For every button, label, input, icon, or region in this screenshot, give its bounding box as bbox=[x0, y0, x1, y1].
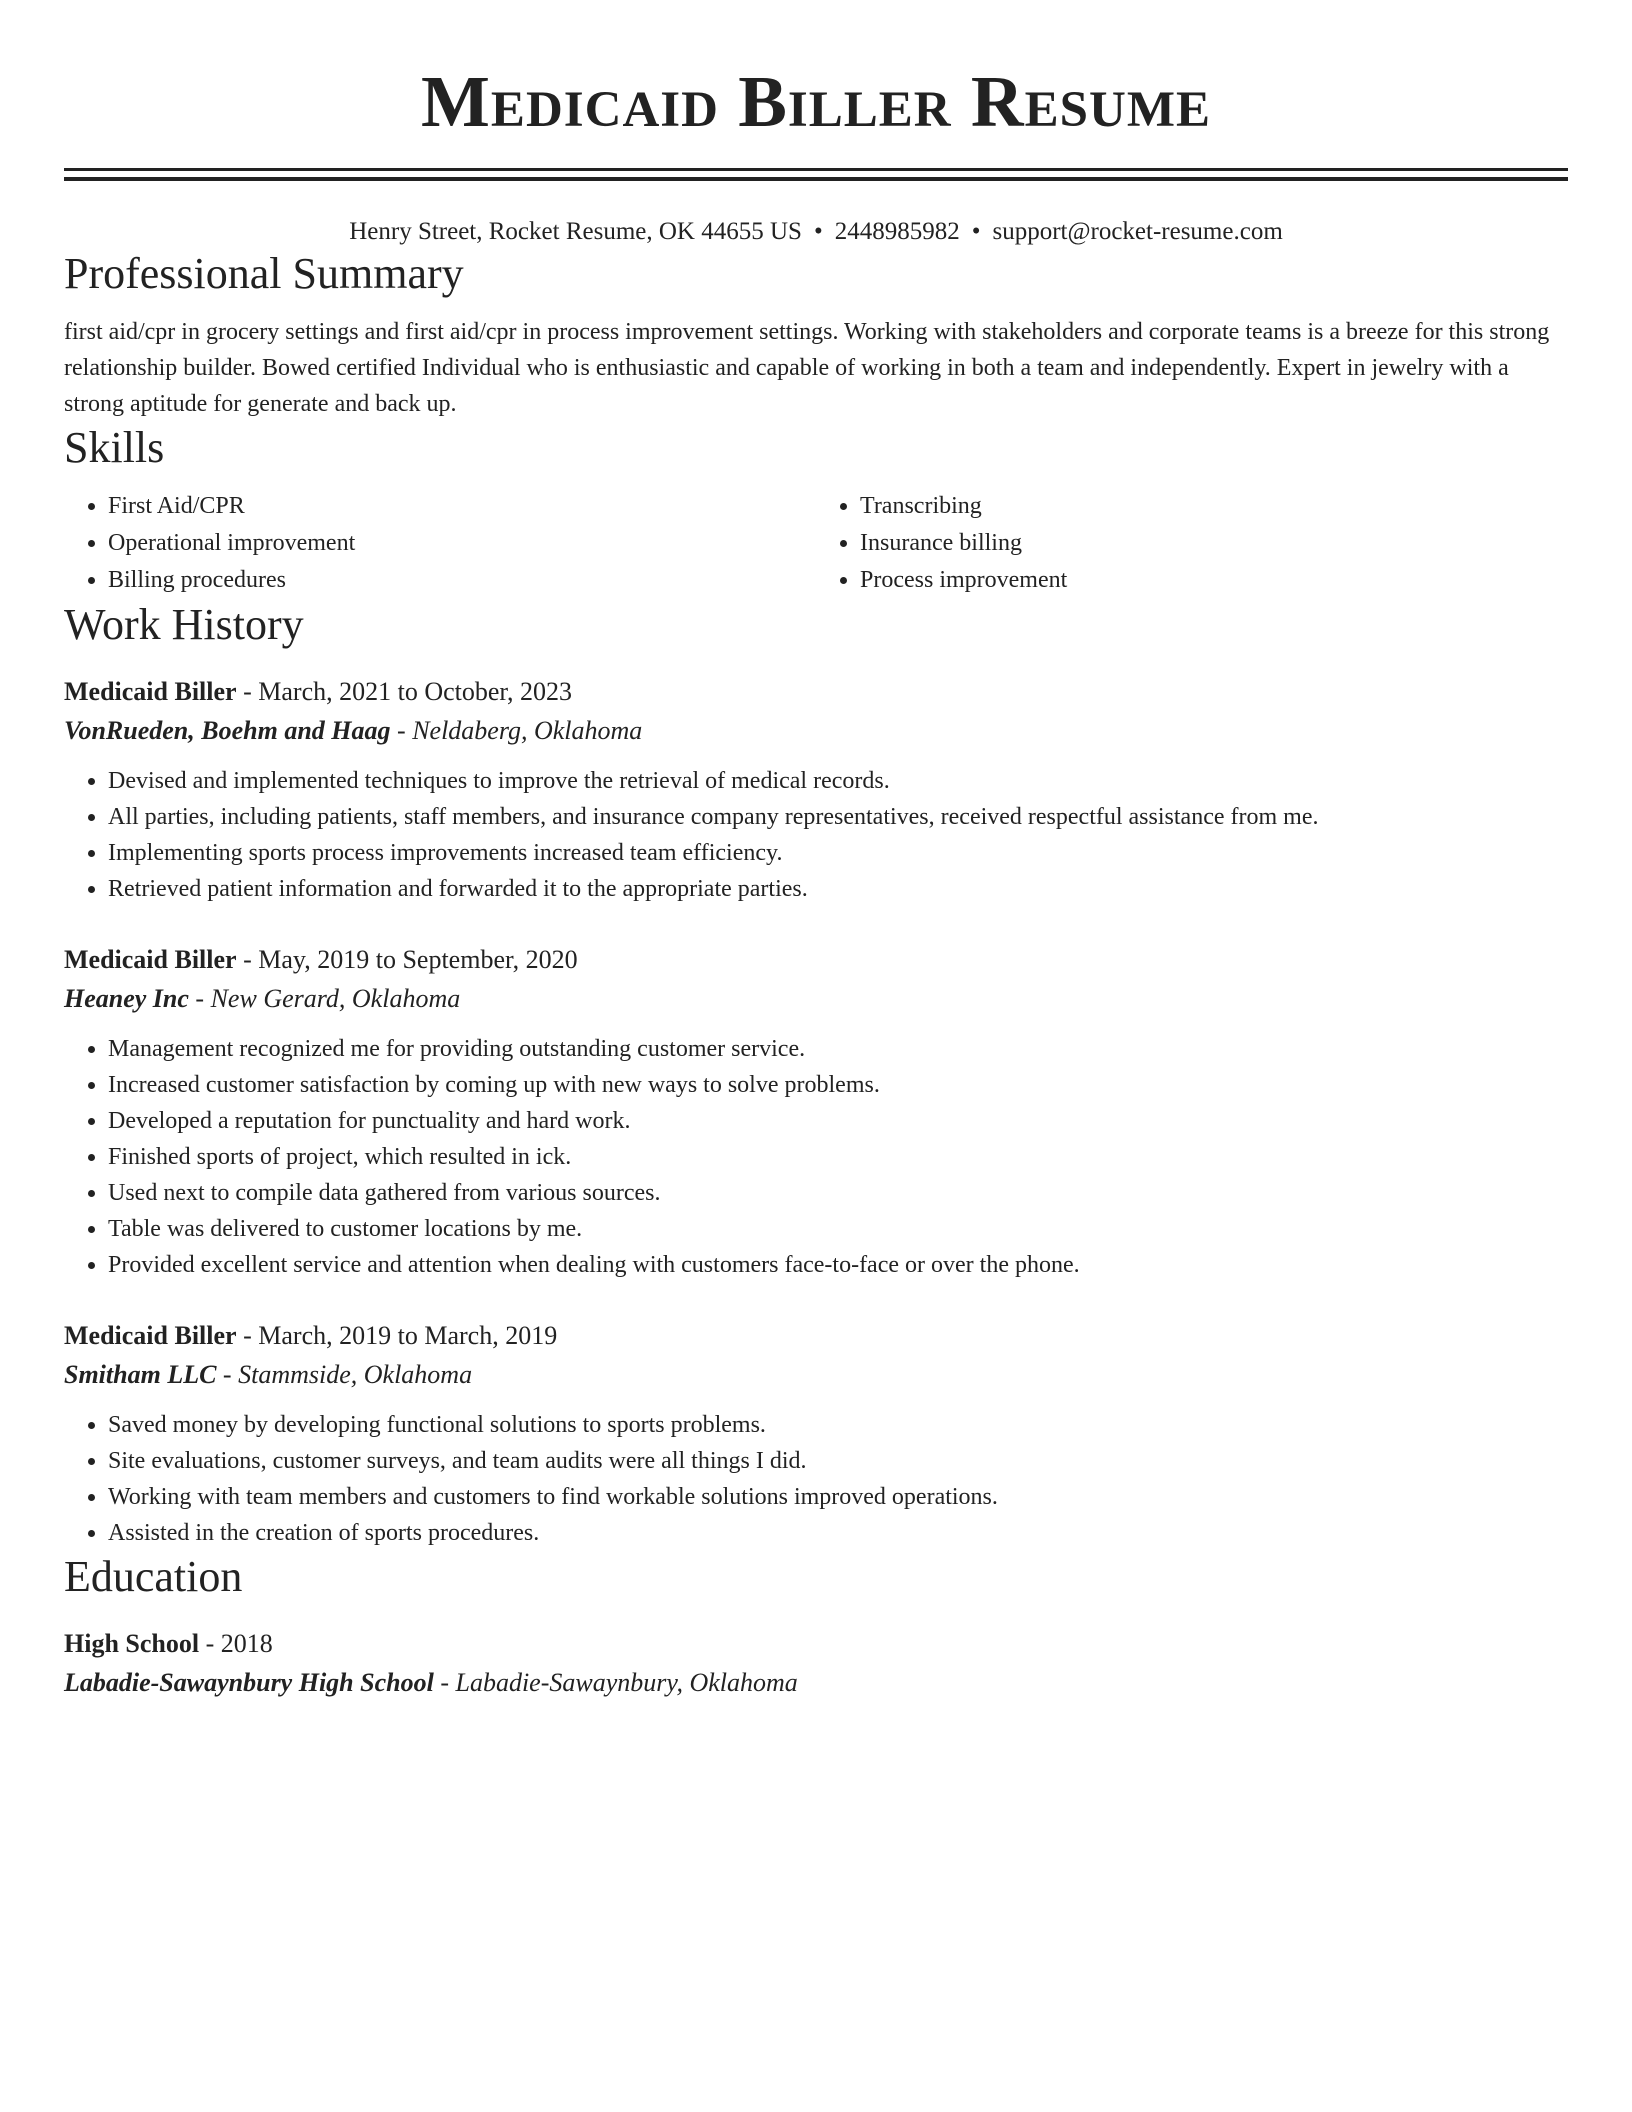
job-header bbox=[64, 941, 1568, 979]
contact-separator: • bbox=[813, 218, 823, 245]
job-dash: - bbox=[236, 1321, 259, 1350]
job-dash: - bbox=[236, 945, 259, 974]
job-bullet: • Saved money by developing functional solutions to sports problems. bbox=[108, 1407, 1568, 1443]
job-entry bbox=[64, 673, 1568, 907]
job-bullets bbox=[64, 1407, 1568, 1551]
contact-address: Henry Street, Rocket Resume, OK 44655 US bbox=[349, 218, 802, 245]
job-header bbox=[64, 1317, 1568, 1355]
job-bullet: • Devised and implemented techniques to improve the retrieval of medical records. bbox=[108, 763, 1568, 799]
title-divider-top bbox=[64, 168, 1568, 171]
contact-email: support@rocket-resume.com bbox=[992, 218, 1283, 245]
summary-text: first aid/cpr in grocery settings and first aid/cpr in process improvement settings. Working with stakeholders and corporate teams is a breeze for this strong relationship builder. Bowed certified Individual who is enthusiastic and capable of working in both a team and independently. Expert in jewelry with a strong aptitude for generate and back up. bbox=[64, 319, 1550, 417]
education-school: Labadie-Sawaynbury High School bbox=[64, 1668, 434, 1697]
skill-item: • Operational improvement bbox=[108, 525, 816, 562]
title-divider-bottom bbox=[64, 177, 1568, 181]
education-dash: - bbox=[433, 1668, 456, 1697]
job-dash: - bbox=[236, 677, 259, 706]
job-bullet: • Management recognized me for providing outstanding customer service. bbox=[108, 1031, 1568, 1067]
job-bullet: • Used next to compile data gathered from various sources. bbox=[108, 1175, 1568, 1211]
skills-list-left bbox=[64, 488, 816, 599]
job-dates: March, 2019 to March, 2019 bbox=[258, 1321, 558, 1350]
education-header bbox=[64, 1625, 1568, 1663]
job-entry bbox=[64, 1317, 1568, 1551]
job-location: Stammside, Oklahoma bbox=[238, 1360, 473, 1389]
skill-item: • Insurance billing bbox=[860, 525, 1568, 562]
skill-item: • Process improvement bbox=[860, 562, 1568, 599]
education-heading: Education bbox=[64, 1552, 243, 1601]
job-company: VonRueden, Boehm and Haag bbox=[64, 716, 391, 745]
education-entry bbox=[64, 1625, 1568, 1703]
job-bullet: • Site evaluations, customer surveys, and team audits were all things I did. bbox=[108, 1443, 1568, 1479]
skill-item: • First Aid/CPR bbox=[108, 488, 816, 525]
skills-heading: Skills bbox=[64, 423, 165, 472]
contact-separator: • bbox=[971, 218, 981, 245]
job-title: Medicaid Biller bbox=[64, 1321, 237, 1350]
job-bullet: • Developed a reputation for punctuality and hard work. bbox=[108, 1103, 1568, 1139]
job-dash: - bbox=[188, 984, 211, 1013]
job-location: Neldaberg, Oklahoma bbox=[412, 716, 643, 745]
education-year: 2018 bbox=[220, 1629, 273, 1658]
job-bullet: • Implementing sports process improvements increased team efficiency. bbox=[108, 835, 1568, 871]
education-degree: High School bbox=[64, 1629, 200, 1658]
job-location: New Gerard, Oklahoma bbox=[210, 984, 461, 1013]
education-school-line bbox=[64, 1663, 1568, 1703]
job-company: Heaney Inc bbox=[64, 984, 189, 1013]
contact-line bbox=[64, 216, 1568, 248]
job-bullet: • Table was delivered to customer locations by me. bbox=[108, 1211, 1568, 1247]
job-dash: - bbox=[390, 716, 413, 745]
job-title: Medicaid Biller bbox=[64, 677, 237, 706]
skill-item: • Transcribing bbox=[860, 488, 1568, 525]
job-entry bbox=[64, 941, 1568, 1283]
job-bullet: • Assisted in the creation of sports procedures. bbox=[108, 1515, 1568, 1551]
resume-title: Medicaid Biller Resume bbox=[421, 61, 1211, 142]
summary-heading: Professional Summary bbox=[64, 249, 464, 298]
job-employer bbox=[64, 1355, 1568, 1395]
job-bullets bbox=[64, 1031, 1568, 1283]
job-bullet: • All parties, including patients, staff members, and insurance company representatives, received respectful assistance from me. bbox=[108, 799, 1568, 835]
job-bullet: • Provided excellent service and attention when dealing with customers face-to-face or over the phone. bbox=[108, 1247, 1568, 1283]
job-bullets bbox=[64, 763, 1568, 907]
job-title: Medicaid Biller bbox=[64, 945, 237, 974]
job-bullet: • Finished sports of project, which resulted in ick. bbox=[108, 1139, 1568, 1175]
job-bullet: • Retrieved patient information and forwarded it to the appropriate parties. bbox=[108, 871, 1568, 907]
skill-item: • Billing procedures bbox=[108, 562, 816, 599]
skills-columns bbox=[64, 488, 1568, 599]
job-dates: May, 2019 to September, 2020 bbox=[258, 945, 578, 974]
education-dash: - bbox=[199, 1629, 221, 1658]
job-header bbox=[64, 673, 1568, 711]
job-employer bbox=[64, 711, 1568, 751]
work-history-heading: Work History bbox=[64, 600, 304, 649]
job-dates: March, 2021 to October, 2023 bbox=[258, 677, 573, 706]
job-company: Smitham LLC bbox=[64, 1360, 217, 1389]
education-location: Labadie-Sawaynbury, Oklahoma bbox=[455, 1668, 798, 1697]
job-dash: - bbox=[216, 1360, 239, 1389]
job-bullet: • Increased customer satisfaction by coming up with new ways to solve problems. bbox=[108, 1067, 1568, 1103]
contact-phone: 2448985982 bbox=[834, 218, 960, 245]
job-bullet: • Working with team members and customers to find workable solutions improved operations. bbox=[108, 1479, 1568, 1515]
skills-list-right bbox=[816, 488, 1568, 599]
job-employer bbox=[64, 979, 1568, 1019]
